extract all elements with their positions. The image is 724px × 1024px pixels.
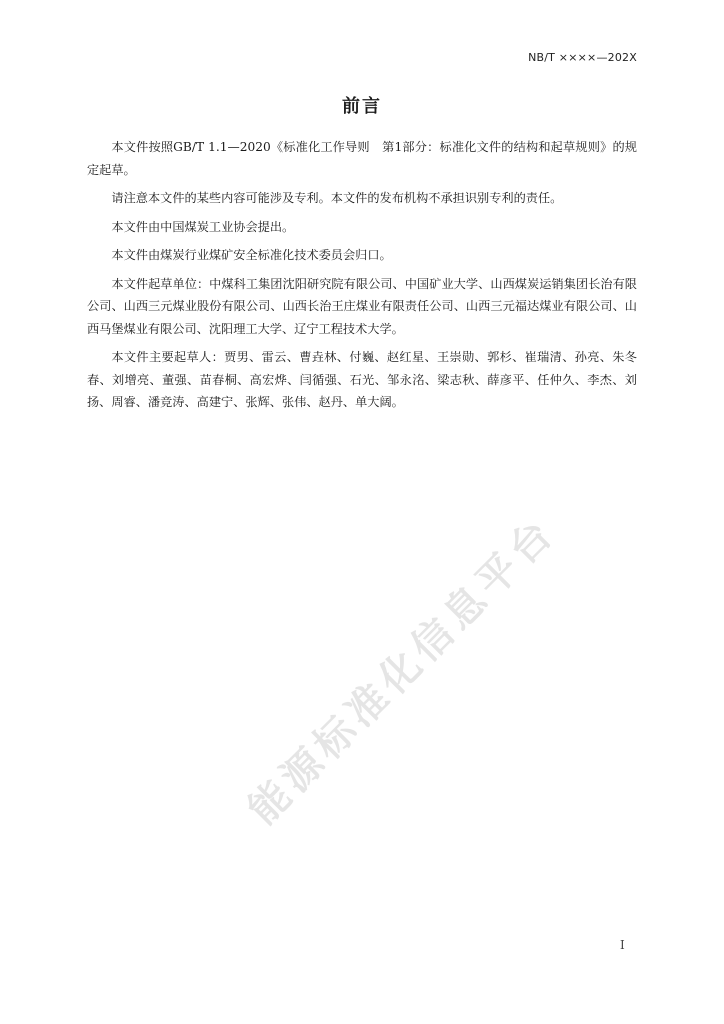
page-title: 前言 xyxy=(342,96,382,117)
paragraph-drafting-rules: 本文件按照GB/T 1.1—2020《标准化工作导则 第1部分：标准化文件的结构和起草规则》的规定起草。 xyxy=(87,140,637,177)
paragraph-committee: 本文件由煤炭行业煤矿安全标准化技术委员会归口。 xyxy=(111,248,392,262)
watermark: 能源标准化信息平台 xyxy=(239,508,566,834)
paragraph-proposer: 本文件由中国煤炭工业协会提出。 xyxy=(111,219,295,234)
page-number: I xyxy=(620,938,625,952)
document-code: NB/T ××××—202X xyxy=(528,51,637,64)
paragraph-patent-notice: 请注意本文件的某些内容可能涉及专利。本文件的发布机构不承担识别专利的责任。 xyxy=(111,191,563,205)
paragraph-drafters: 本文件主要起草人：贾男、雷云、曹垚林、付巍、赵红星、王崇勋、郭杉、崔瑞清、孙亮、朱冬春、刘增亮、董强、苗春桐、高宏烨、闫循强、石光、邹永洺、梁志秋、薛彦平、任仲久、李杰、刘扬、周睿、潘竞涛、高建宁、张辉、张伟、赵丹、单大阔。 xyxy=(87,350,637,409)
paragraph-drafting-units: 本文件起草单位：中煤科工集团沈阳研究院有限公司、中国矿业大学、山西煤炭运销集团长治有限公司、山西三元煤业股份有限公司、山西长治王庄煤业有限责任公司、山西三元福达煤业有限公司、山西马堡煤业有限公司、沈阳理工大学、辽宁工程技术大学。 xyxy=(87,276,637,336)
foreword-body xyxy=(87,136,637,420)
